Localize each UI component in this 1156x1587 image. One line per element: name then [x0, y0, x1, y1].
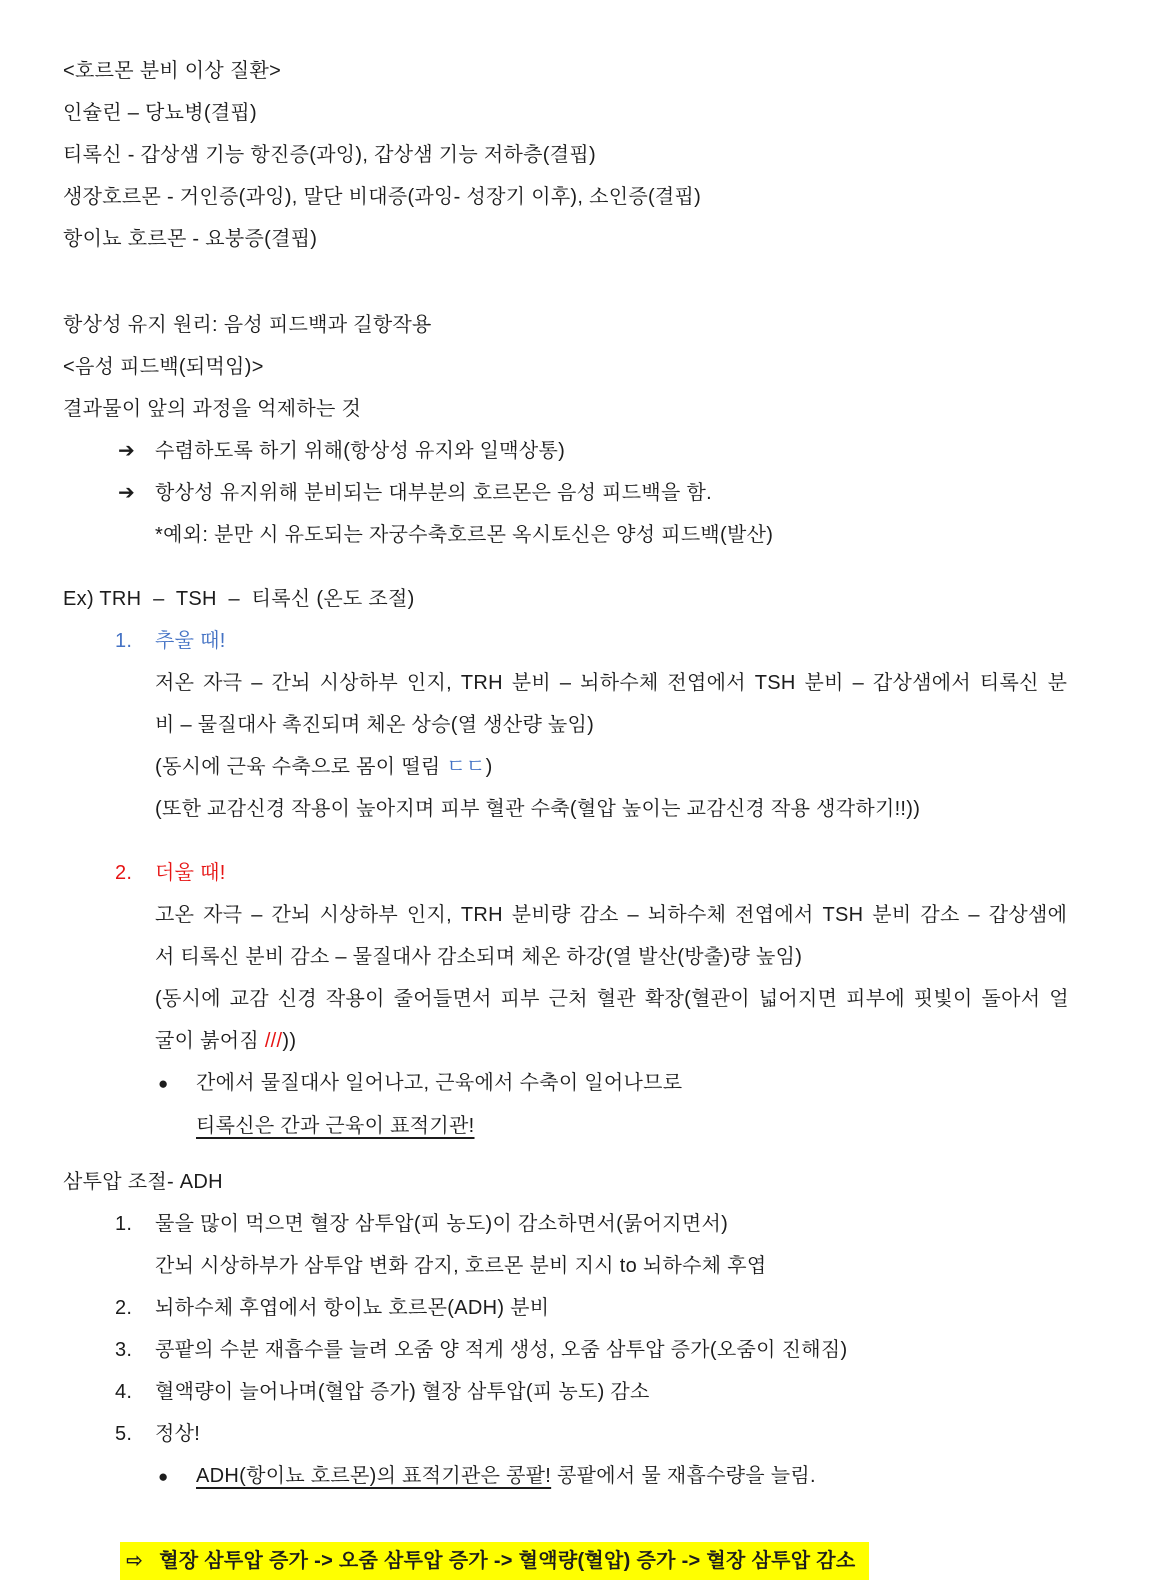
list-number: 5.	[115, 1423, 133, 1445]
summary-highlight	[120, 1542, 869, 1580]
cold-sympathetic-note: (또한 교감신경 작용이 높아지며 피부 혈관 수축(혈압 높이는 교감신경 작용 생각하기!!))	[155, 798, 921, 820]
thyroxine-target-underlined: 티록신은 간과 근육이 표적기관!	[196, 1115, 475, 1137]
thyroxine-target-text: 간에서 물질대사 일어나고, 근육에서 수축이 일어나므로	[196, 1072, 683, 1094]
right-arrow-icon: ➔	[118, 482, 136, 504]
feedback-point-2-text: 항상성 유지위해 분비되는 대부분의 호르몬은 음성 피드백을 함.	[155, 482, 712, 504]
thyroxine-target-conclusion	[196, 1105, 1116, 1147]
disorders-title: <호르몬 분비 이상 질환>	[63, 60, 282, 82]
adh-heading: 삼투압 조절- ADH	[63, 1171, 223, 1193]
blush-note-post: ))	[282, 1030, 297, 1052]
section-homeostasis	[63, 304, 1116, 556]
tremor-note-post: )	[485, 756, 493, 778]
cold-para-line-2: 비 – 물질대사 촉진되며 체온 상승(열 생산량 높임)	[155, 714, 595, 736]
disorder-item-thyroxine: 티록신 - 갑상샘 기능 항진증(과잉), 갑상샘 기능 저하층(결핍)	[63, 144, 596, 166]
summary-text: 혈장 삼투압 증가 -> 오줌 삼투압 증가 -> 혈액량(혈압) 증가 -> 혈장 삼투압 감소	[159, 1550, 856, 1572]
hot-case-title: 더울 때!	[155, 862, 226, 884]
hollow-right-arrow-icon: ⇨	[126, 1550, 144, 1572]
section-gap	[63, 556, 1116, 578]
cold-case-title-row	[115, 620, 1116, 662]
adh-step-4	[115, 1371, 1116, 1413]
section-trh-example	[63, 578, 1116, 1147]
negative-feedback-definition: 결과물이 앞의 과정을 억제하는 것	[63, 398, 362, 420]
section-gap	[63, 1147, 1116, 1161]
feedback-point-2	[118, 472, 1116, 514]
tremor-note-accent: ㄷㄷ	[446, 756, 486, 778]
adh-step-5-text: 정상!	[155, 1423, 201, 1445]
adh-step-1-text: 물을 많이 먹으면 혈장 삼투압(피 농도)이 감소하면서(묽어지면서)	[155, 1213, 729, 1235]
feedback-point-1	[118, 430, 1116, 472]
summary-highlight-row	[85, 1498, 1116, 1587]
adh-step-5	[115, 1413, 1116, 1455]
hot-case-title-row	[115, 852, 1116, 894]
hot-para-line-2: 서 티록신 분비 감소 – 물질대사 감소되며 체온 하강(열 발산(방출)량 높임)	[155, 946, 803, 968]
hot-para-line-1: 고온 자극 – 간뇌 시상하부 인지, TRH 분비량 감소 – 뇌하수체 전엽에서 TSH 분비 감소 – 갑상샘에	[155, 904, 1068, 926]
hot-para-line-3: (동시에 교감 신경 작용이 줄어들면서 피부 근처 혈관 확장(혈관이 넓어지면 피부에 핏빛이 돌아서 얼	[155, 988, 1069, 1010]
right-arrow-icon: ➔	[118, 440, 136, 462]
adh-step-2	[115, 1287, 1116, 1329]
adh-step-1-continuation: 간뇌 시상하부가 삼투압 변화 감지, 호르몬 분비 지시 to 뇌하수체 후엽	[155, 1255, 767, 1277]
tremor-note-pre: (동시에 근육 수축으로 몸이 떨림	[155, 756, 447, 778]
adh-step-2-text: 뇌하수체 후엽에서 항이뇨 호르몬(ADH) 분비	[155, 1297, 550, 1319]
list-number: 2.	[115, 1297, 133, 1319]
disorder-item-adh: 항이뇨 호르몬 - 요붕증(결핍)	[63, 228, 318, 250]
adh-target-bullet	[158, 1455, 1116, 1498]
adh-target-rest: 콩팥에서 물 재흡수량을 늘림.	[551, 1465, 816, 1487]
list-number: 1.	[115, 1213, 133, 1235]
list-number: 4.	[115, 1381, 133, 1403]
blush-note-accent: ///	[264, 1030, 283, 1052]
bullet-dot-icon: ●	[158, 1074, 169, 1093]
blush-note-pre: 굴이 붉어짐	[155, 1030, 265, 1052]
list-number: 2.	[115, 862, 133, 884]
cold-para-line-1: 저온 자극 – 간뇌 시상하부 인지, TRH 분비 – 뇌하수체 전엽에서 TSH 분비 – 갑상샘에서 티록신 분	[155, 672, 1068, 694]
adh-target-underlined: ADH(항이뇨 호르몬)의 표적기관은 콩팥!	[196, 1465, 552, 1487]
disorder-item-insulin: 인슐린 – 당뇨병(결핍)	[63, 102, 258, 124]
section-adh	[63, 1161, 1116, 1587]
adh-step-4-text: 혈액량이 늘어나며(혈압 증가) 혈장 삼투압(피 농도) 감소	[155, 1381, 650, 1403]
cold-tremor-note	[155, 746, 1116, 788]
homeostasis-principle: 항상성 유지 원리: 음성 피드백과 길항작용	[63, 314, 432, 336]
negative-feedback-title: <음성 피드백(되먹임)>	[63, 356, 264, 378]
bullet-dot-icon: ●	[158, 1467, 169, 1486]
hot-blush-note	[155, 1020, 1116, 1062]
feedback-point-1-text: 수렴하도록 하기 위해(항상성 유지와 일맥상통)	[155, 440, 566, 462]
disorder-item-growth-hormone: 생장호르몬 - 거인증(과잉), 말단 비대증(과잉- 성장기 이후), 소인증(결핍)	[63, 186, 702, 208]
trh-heading: Ex) TRH – TSH – 티록신 (온도 조절)	[63, 588, 415, 610]
thyroxine-target-bullet	[158, 1062, 1116, 1105]
adh-target-line	[196, 1455, 816, 1497]
adh-step-3	[115, 1329, 1116, 1371]
adh-step-1	[115, 1203, 1116, 1245]
feedback-exception: *예외: 분만 시 유도되는 자궁수축호르몬 옥시토신은 양성 피드백(발산)	[155, 524, 774, 546]
list-number: 3.	[115, 1339, 133, 1361]
section-gap	[63, 260, 1116, 304]
adh-step-3-text: 콩팥의 수분 재흡수를 늘려 오줌 양 적게 생성, 오줌 삼투압 증가(오줌이 진해짐)	[155, 1339, 848, 1361]
section-hormone-disorders	[63, 50, 1116, 260]
cold-case-title: 추울 때!	[155, 630, 226, 652]
section-gap	[63, 830, 1116, 852]
list-number: 1.	[115, 630, 133, 652]
